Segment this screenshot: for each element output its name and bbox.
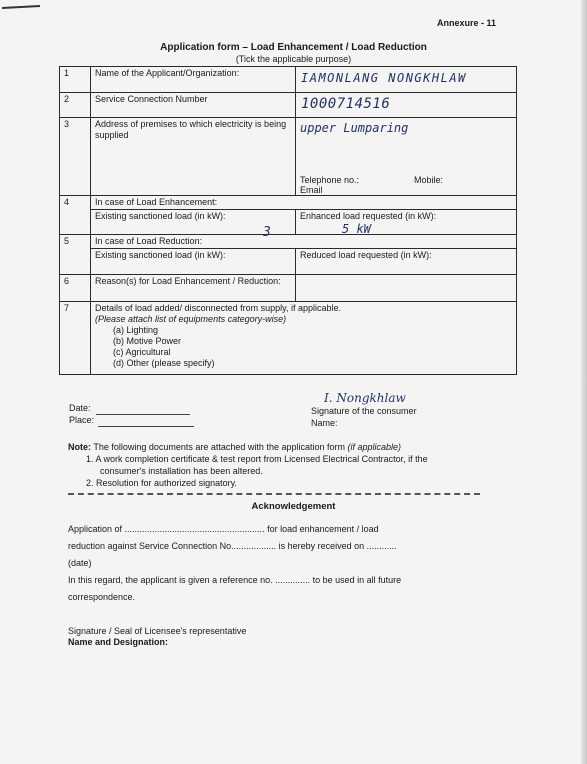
acknowledgement-title: Acknowledgement (251, 501, 336, 512)
load-details-item: (a) Lighting (113, 325, 159, 335)
telephone-label: Telephone no.: (300, 175, 360, 185)
ack-line: (date) (68, 558, 92, 568)
handwritten-service-number: 1000714516 (301, 96, 391, 112)
load-details-line2: (Please attach list of equipments category-wise) (95, 314, 287, 324)
note-label: Note: (68, 442, 91, 452)
signature-label: Signature of the consumer (311, 406, 417, 416)
note-item-2: 2. Resolution for authorized signatory. (86, 478, 237, 488)
applicant-name-label: Name of the Applicant/Organization: (91, 67, 296, 93)
load-enhancement-heading: In case of Load Enhancement: (91, 196, 517, 210)
row-number: 2 (60, 93, 91, 118)
note-section (68, 441, 508, 489)
page-edge (581, 0, 587, 764)
handwritten-applicant-name: IAMONLANG NONGKHLAW (301, 71, 467, 85)
place-label: Place: (69, 415, 95, 425)
note-if-applicable: (if applicable) (347, 442, 402, 452)
ack-line: correspondence. (68, 592, 136, 602)
load-details-line1: Details of load added/ disconnected from supply, if applicable. (95, 303, 341, 313)
place-line[interactable] (98, 426, 194, 427)
address-label: Address of premises to which electricity is being supplied (91, 118, 296, 196)
note-text: The following documents are attached with the application form (93, 442, 345, 452)
row-number: 3 (60, 118, 91, 196)
existing-load-label: Existing sanctioned load (in kW): (91, 210, 296, 235)
existing-load-label: Existing sanctioned load (in kW): (91, 249, 296, 275)
note-item-1-cont: consumer's installation has been altered. (100, 466, 263, 476)
acknowledgement-paragraph (68, 521, 502, 606)
row-number: 1 (60, 67, 91, 93)
date-line[interactable] (96, 414, 190, 415)
reasons-label: Reason(s) for Load Enhancement / Reduction: (91, 275, 296, 302)
name-designation-label: Name and Designation: (68, 637, 169, 647)
application-table (59, 66, 517, 375)
ack-line: In this regard, the applicant is given a reference no. .............. to be used in all future (68, 575, 402, 585)
form-subtitle: (Tick the applicable purpose) (235, 54, 352, 64)
form-title: Application form – Load Enhancement / Load Reduction (160, 42, 427, 53)
handwritten-existing-load: 3 (263, 225, 271, 240)
load-details-cell (91, 302, 517, 375)
ack-line: Application of ........................................................ for load enhancement / load (68, 524, 379, 534)
row-number: 5 (60, 235, 91, 275)
note-item-1: 1. A work completion certificate & test report from Licensed Electrical Contractor, if the (86, 454, 428, 464)
reduced-load-label: Reduced load requested (in kW): (296, 249, 517, 275)
load-details-item: (b) Motive Power (113, 336, 182, 346)
row-number: 7 (60, 302, 91, 375)
dashed-divider (68, 493, 480, 495)
service-connection-label: Service Connection Number (91, 93, 296, 118)
row-number: 4 (60, 196, 91, 235)
annexure-label: Annexure - 11 (437, 18, 497, 28)
mobile-label: Mobile: (414, 175, 444, 185)
ack-line: reduction against Service Connection No.................. is hereby received on ............ (68, 541, 397, 551)
name-label: Name: (311, 418, 338, 428)
consumer-signature: I. Nongkhlaw (324, 391, 406, 405)
row-number: 6 (60, 275, 91, 302)
email-label: Email (300, 185, 323, 195)
load-reduction-heading: In case of Load Reduction: (91, 235, 517, 249)
licensee-signature-label: Signature / Seal of Licensee's representative (68, 626, 247, 636)
reasons-cell[interactable] (296, 275, 517, 302)
date-label: Date: (69, 403, 91, 413)
load-details-item: (c) Agricultural (113, 347, 171, 357)
handwritten-address: upper Lumparing (300, 121, 409, 135)
pen-mark (2, 5, 40, 9)
handwritten-enhanced-load: 5 kW (342, 222, 371, 236)
enhanced-load-label: Enhanced load requested (in kW): (296, 210, 517, 235)
load-details-item: (d) Other (please specify) (113, 358, 215, 368)
